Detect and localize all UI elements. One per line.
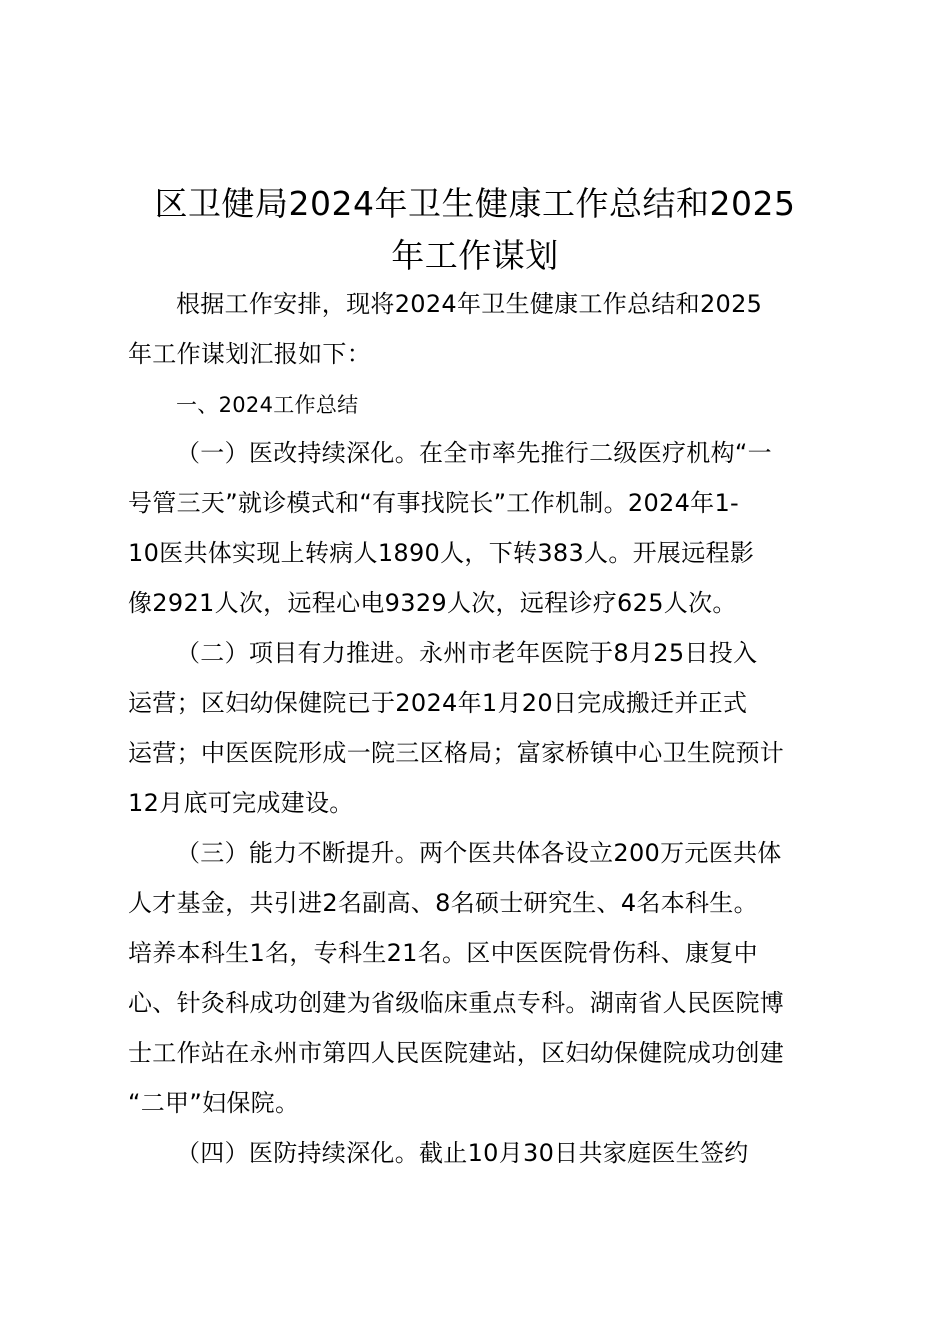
para3-line-3: 培养本科生1名，专科生21名。区中医医院骨伤科、康复中 [128, 939, 758, 967]
para1-line-2: 号管三天”就诊模式和“有事找院长”工作机制。2024年1- [128, 489, 740, 517]
para1-line-4: 像2921人次，远程心电9329人次，远程诊疗625人次。 [128, 589, 737, 617]
section-heading: 一、2024工作总结 [176, 393, 359, 417]
para2-line-4: 12月底可完成建设。 [128, 789, 354, 817]
para4-line-1: （四）医防持续深化。截止10月30日共家庭医生签约 [176, 1139, 749, 1167]
intro-line-1: 根据工作安排，现将2024年卫生健康工作总结和2025 [176, 290, 763, 318]
para2-line-1: （二）项目有力推进。永州市老年医院于8月25日投入 [176, 639, 758, 667]
para3-line-4: 心、针灸科成功创建为省级临床重点专科。湖南省人民医院博 [128, 989, 785, 1017]
document-title [110, 178, 840, 282]
para3-line-6: “二甲”妇保院。 [128, 1089, 300, 1117]
para2-line-2: 运营；区妇幼保健院已于2024年1月20日完成搬迁并正式 [128, 689, 748, 717]
para3-line-1: （三）能力不断提升。两个医共体各设立200万元医共体 [176, 839, 782, 867]
para2-line-3: 运营；中医医院形成一院三区格局；富家桥镇中心卫生院预计 [128, 739, 785, 767]
para1-line-3: 10医共体实现上转病人1890人，下转383人。开展远程影 [128, 539, 755, 567]
intro-line-2: 年工作谋划汇报如下： [128, 340, 371, 368]
title-line-1: 区卫健局2024年卫生健康工作总结和2025 [154, 184, 796, 223]
para3-line-5: 士工作站在永州市第四人民医院建站，区妇幼保健院成功创建 [128, 1039, 785, 1067]
para1-line-1: （一）医改持续深化。在全市率先推行二级医疗机构“一 [176, 439, 772, 467]
para3-line-2: 人才基金，共引进2名副高、8名硕士研究生、4名本科生。 [128, 889, 758, 917]
title-line-2: 年工作谋划 [391, 236, 559, 275]
